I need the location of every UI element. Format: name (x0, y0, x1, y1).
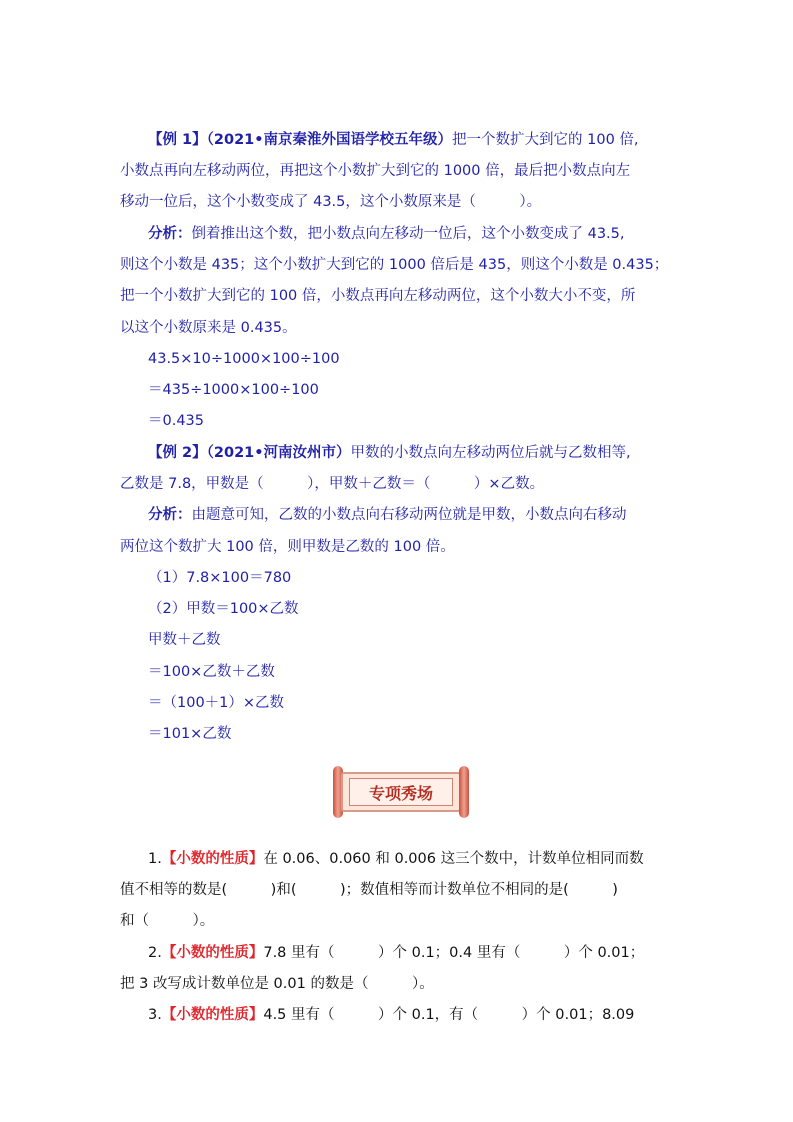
example2-calc-3: 甲数＋乙数 (148, 632, 221, 648)
example2-tag: 【例 2】 (148, 445, 207, 461)
example1-tag: 【例 1】 (148, 132, 207, 148)
example2-line-2: 乙数是 7.8，甲数是（ ），甲数＋乙数＝（ ）×乙数。 (120, 476, 545, 492)
example2-analysis-text: 由题意可知，乙数的小数点向右移动两位就是甲数，小数点向右移动 (191, 507, 627, 523)
example1-analysis-line-2: 则这个小数是 435；这个小数扩大到它的 1000 倍后是 435，则这个小数是 0.435； (120, 257, 669, 273)
example2-line-1 (148, 443, 631, 463)
example1-calc-2: ＝435÷1000×100÷100 (148, 382, 319, 398)
question-3-tag: 【小数的性质】 (161, 1007, 264, 1023)
question-2-tag: 【小数的性质】 (161, 945, 264, 961)
question-1-number: 1. (148, 851, 162, 867)
example1-source: （2021•南京秦淮外国语学校五年级） (206, 132, 453, 148)
question-3-line-1 (148, 1005, 634, 1025)
question-2-line-2: 把 3 改写成计数单位是 0.01 的数是（ ）。 (120, 976, 434, 992)
example2-calc-2: （2）甲数＝100×乙数 (148, 601, 299, 617)
example2-calc-5: ＝（100＋1）×乙数 (148, 695, 285, 711)
example1-analysis-line-1 (148, 224, 625, 244)
example2-source: （2021•河南汝州市） (206, 445, 351, 461)
question-1-text: 在 0.06、0.060 和 0.006 这三个数中，计数单位相同而数 (263, 851, 644, 867)
question-2-text: 7.8 里有（ ）个 0.1；0.4 里有（ ）个 0.01； (263, 945, 645, 961)
example1-analysis-label: 分析： (148, 226, 192, 242)
question-1-tag: 【小数的性质】 (161, 851, 264, 867)
question-1-line-3: 和（ ）。 (120, 913, 215, 929)
example2-analysis-line-2: 两位这个数扩大 100 倍，则甲数是乙数的 100 倍。 (120, 539, 455, 555)
example1-analysis-line-4: 以这个小数原来是 0.435。 (120, 320, 297, 336)
example1-line-2: 小数点再向左移动两位，再把这个小数扩大到它的 1000 倍，最后把小数点向左 (120, 163, 631, 179)
example1-analysis-line-3: 把一个小数扩大到它的 100 倍，小数点再向左移动两位，这个小数大小不变，所 (120, 288, 636, 304)
question-2-number: 2. (148, 945, 162, 961)
question-1-line-1 (148, 849, 644, 869)
example1-line-3: 移动一位后，这个小数变成了 43.5，这个小数原来是（ ）。 (120, 194, 542, 210)
banner-title: 专项秀场 (368, 784, 433, 803)
question-3-text: 4.5 里有（ ）个 0.1，有（ ）个 0.01；8.09 (263, 1007, 635, 1023)
example1-text: 把一个数扩大到它的 100 倍, (452, 132, 639, 148)
example2-calc-1: （1）7.8×100＝780 (148, 570, 292, 586)
example1-analysis-text: 倒着推出这个数，把小数点向左移动一位后，这个小数变成了 43.5, (191, 226, 625, 242)
example2-calc-6: ＝101×乙数 (148, 726, 232, 742)
section-banner (331, 764, 471, 820)
example2-analysis-line-1 (148, 505, 627, 525)
question-3-number: 3. (148, 1007, 162, 1023)
question-2-line-1 (148, 943, 644, 963)
example1-calc-3: ＝0.435 (148, 413, 205, 429)
example2-text: 甲数的小数点向左移动两位后就与乙数相等, (350, 445, 631, 461)
example2-analysis-label: 分析： (148, 507, 192, 523)
example1-calc-1: 43.5×10÷1000×100÷100 (148, 351, 340, 367)
example2-calc-4: ＝100×乙数＋乙数 (148, 664, 275, 680)
question-1-line-2: 值不相等的数是( )和( )；数值相等而计数单位不相同的是( ) (120, 882, 618, 898)
example1-line-1 (148, 130, 639, 150)
